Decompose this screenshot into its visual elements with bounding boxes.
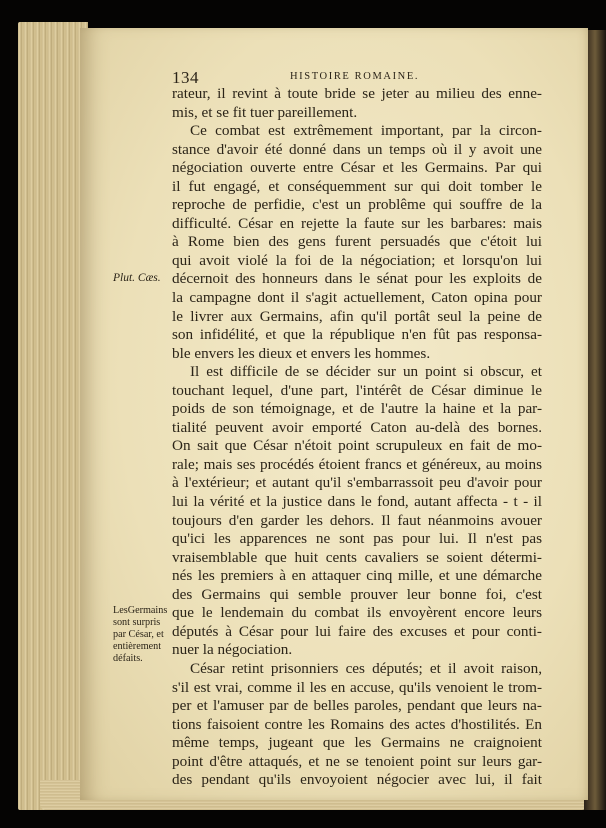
text-line: difficulté. César en rejette la faute sur les barbares: mais (172, 214, 542, 232)
text-line: Ce combat est extrêmement important, par la circon- (190, 122, 542, 140)
text-line: il fut engagé, et conséquemment sur qui doit tomber le (172, 177, 542, 195)
text-line: per et l'amuser par de belles paroles, pendant que leurs na- (172, 697, 542, 715)
margin-note-line: sont surpris (113, 617, 161, 628)
text-line: point d'être attaqués, et ne se tenoient point sur leurs gar- (172, 752, 542, 770)
text-line: touchant lequel, d'une part, l'intérêt de César diminue le (172, 381, 542, 399)
margin-note-line: défaits. (113, 653, 143, 664)
text-line: nuer la négociation. (172, 641, 293, 659)
text-line: César retint prisonniers ces députés; et il avoit raison, (190, 659, 542, 677)
text-line: mis, et se fit tuer pareillement. (172, 103, 358, 121)
margin-note-plutarch: Plut. Cæs. (113, 272, 161, 284)
text-line: nés les premiers à en attaquer cinq mille, et une démarche (172, 567, 542, 585)
text-line: rale; mais ses procédés étoient francs et généreux, au moins (172, 455, 542, 473)
text-line: à Rome bien des gens furent persuadés que c'étoit lui (172, 233, 542, 251)
margin-note-line: entièrement (113, 641, 162, 652)
text-line: poids de son témoignage, et de l'autre la haine et la par- (172, 400, 542, 418)
running-head: HISTOIRE ROMAINE. (290, 71, 420, 82)
text-line: rateur, il revint à toute bride se jeter au milieu des enne- (172, 85, 542, 102)
text-line: stance d'avoir été donné dans un temps où il y avoit une (172, 140, 542, 158)
text-line: décernoit des honneurs dans le sénat pour les exploits de (172, 270, 542, 288)
text-line: qu'ici les apparences ne sont pas pour lui. Il n'est pas (172, 530, 542, 548)
text-line: le livrer aux Germains, afin qu'il portât seul la peine de (172, 307, 542, 325)
text-line: que le lendemain du combat ils envoyèrent encore leurs (172, 604, 542, 622)
margin-note-line: par César, et (113, 629, 164, 640)
text-line: lui la vérité et la justice dans le fond, autant affecta - t - il (172, 493, 542, 511)
text-line: son infidélité, et que la république n'en fût pas responsa- (172, 326, 542, 344)
text-line: reproche de perfidie, c'est un problême qui souffre de la (172, 196, 542, 214)
text-line: ble envers les dieux et envers les hommes. (172, 344, 431, 362)
text-line: députés à César pour lui faire des excuses et pour conti- (172, 622, 542, 640)
text-line: qui avoit violé la foi de la négociation; et lorsqu'on lui (172, 251, 542, 269)
text-line: des pendant qu'ils envoyoient négocier avec lui, il fait (172, 771, 542, 789)
text-line: la campagne dont il s'agit actuellement, Caton opina pour (172, 289, 542, 307)
margin-note-germans (113, 605, 175, 665)
page-number: 134 (172, 68, 199, 87)
text-line: tions faisoient contre les Romains des actes d'hostilités. En (172, 715, 542, 733)
page-edges-left (18, 22, 88, 810)
text-line: toujours d'en garder les dehors. Il faut néanmoins avouer (172, 511, 542, 529)
text-line: même temps, jugeant que les Germains ne craignoient (172, 734, 542, 752)
text-line: vraisemblable que huit cents cavaliers se soient détermi- (172, 548, 542, 566)
body-text (172, 85, 542, 790)
text-line: à l'extérieur; et autant qu'il s'embarrassoit peu d'avoir pour (172, 474, 542, 492)
text-line: des Germains qui semble prouver leur bonne foi, c'est (172, 585, 542, 603)
text-line: négociation ouverte entre César et les Germains. Par qui (172, 159, 542, 177)
text-line: Il est difficile de se décider sur un point si obscur, et (190, 363, 542, 381)
text-line: s'il est vrai, comme il les en accuse, qu'ils venoient le trom- (172, 678, 542, 696)
text-line: On sait que César n'étoit point scrupuleux en fait de mo- (172, 437, 542, 455)
margin-note-line: LesGermains (113, 605, 168, 616)
text-line: tialité peuvent avoir emporté Caton au-delà des bornes. (172, 418, 542, 436)
